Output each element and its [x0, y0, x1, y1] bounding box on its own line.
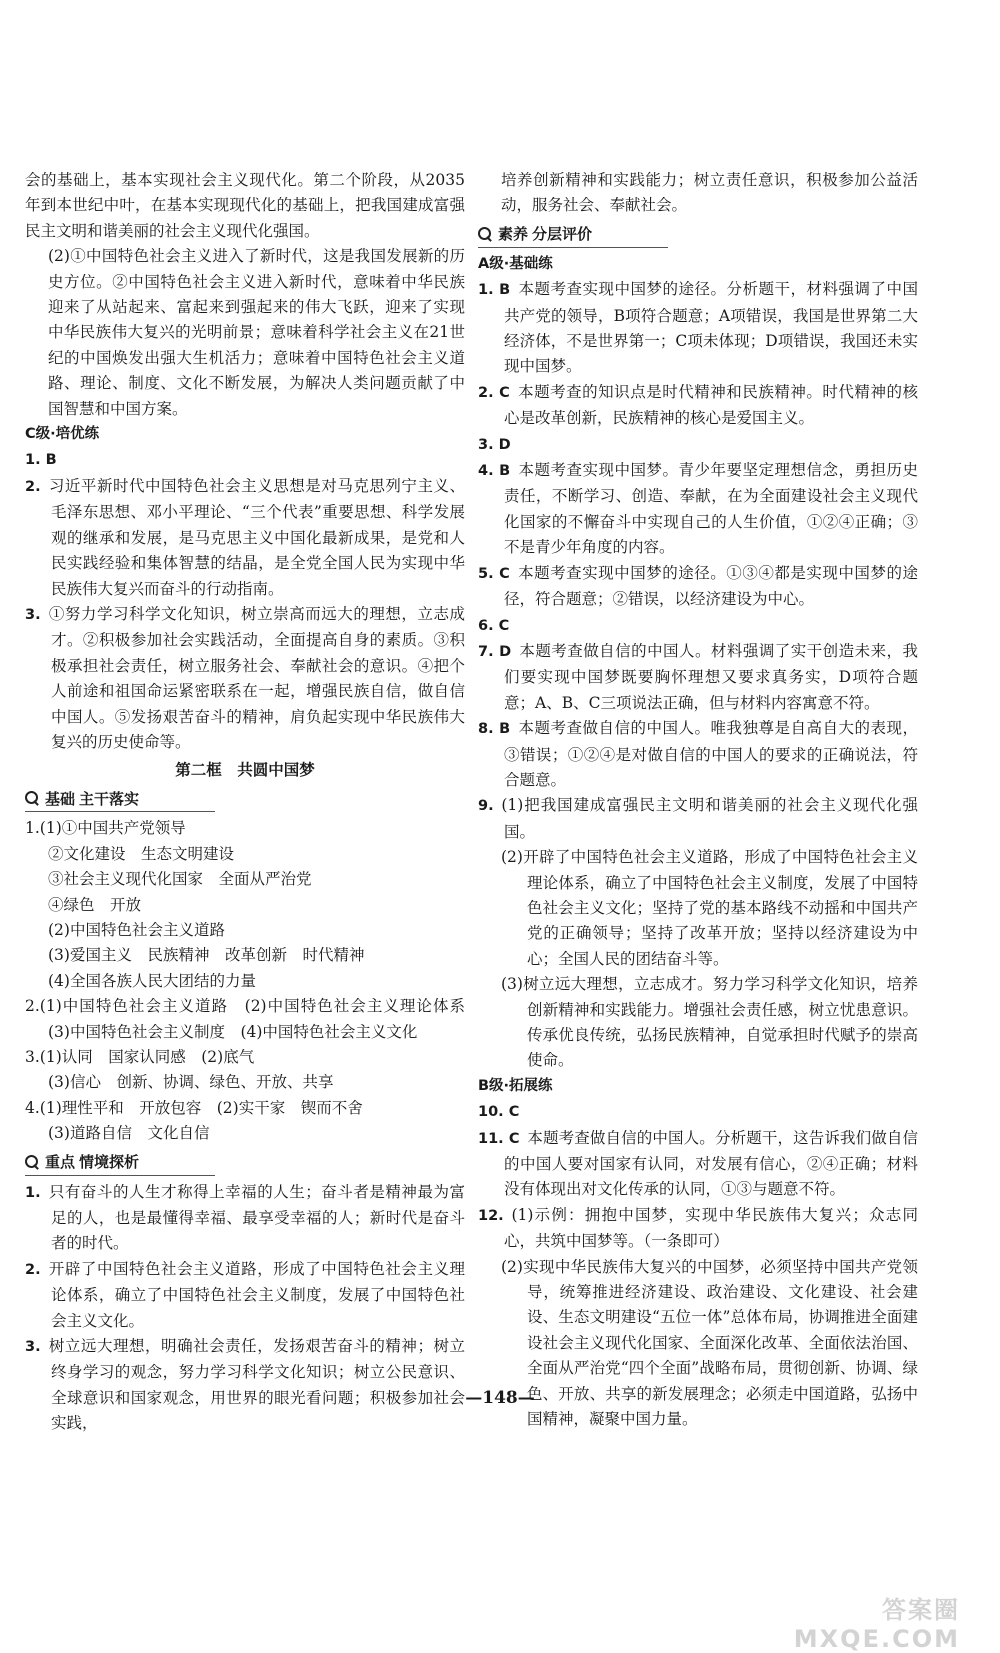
- basics-heading-a: 基础: [45, 789, 76, 808]
- answer-number: 3.: [25, 1339, 41, 1356]
- key-heading-b: 情境探析: [79, 1153, 140, 1172]
- eval-heading-a: 素养: [498, 225, 529, 244]
- basics-line: 4.(1)理性平和 开放包容 (2)实干家 锲而不舍: [25, 1098, 363, 1117]
- basics-line: 3.(1)认同 国家认同感 (2)底气: [25, 1048, 255, 1066]
- answer-text: ①努力学习科学文化知识，树立崇高而远大的理想，立志成才。②积极参加社会实践活动，全面提高自身的素质。③积极承担社会责任，树立服务社会、奉献社会的意识。④把个人前途和祖国命运紧密联系在一起，增强民族自信，做自信中国人。⑤发扬艰苦奋斗的精神，肩负起实现中华民族伟大复兴的历史使命等。: [48, 604, 465, 751]
- answer-text: 本题考查做自信的中国人。分析题干，这告诉我们做自信的中国人要对国家有认同，对发展有信心，②④正确；材料没有体现出对文化传承的认同，①③与题意不符。: [504, 1128, 918, 1199]
- answer-number: 4. B: [478, 463, 511, 480]
- key-heading: [25, 1149, 215, 1176]
- basics-line: (4)全国各族人民大团结的力量: [48, 971, 256, 990]
- level-a-answers: [478, 277, 918, 845]
- left-intro-1: 会的基础上，基本实现社会主义现代化。第二个阶段，从2035年到本世纪中叶，在基本实现现代化的基础上，把我国建成富强民主文明和谐美丽的社会主义现代化强国。: [25, 171, 465, 240]
- a-answer-item: [478, 716, 918, 793]
- page-number: —148—: [465, 1388, 535, 1408]
- level-c-heading: C级·培优练: [25, 426, 100, 443]
- answer-number: 10. C: [478, 1104, 520, 1121]
- answer-text: (1)把我国建成富强民主文明和谐美丽的社会主义现代化强国。: [501, 796, 918, 841]
- c-answer-item: [25, 447, 465, 473]
- c-answer-item: [25, 602, 465, 755]
- magnifier-icon: [25, 791, 39, 805]
- watermark-logo: 答案圈 MXQE.COM: [793, 1596, 960, 1653]
- basics-line: ③社会主义现代化国家 全面从严治党: [48, 870, 312, 889]
- answer-text: 本题考查做自信的中国人。唯我独尊是自高自大的表现，③错误；①②④是对做自信的中国人的要求的正确说法，符合题意。: [504, 719, 918, 789]
- basics-line: (3)道路自信 文化自信: [48, 1124, 210, 1143]
- a-answer-item: [478, 277, 918, 380]
- level-b-heading: B级·拓展练: [478, 1077, 553, 1094]
- answer-number: 12.: [478, 1207, 504, 1224]
- answer-text: 树立远大理想，明确社会责任，发扬艰苦奋斗的精神；树立终身学习的观念，努力学习科学文化知识；树立公民意识、全球意识和国家观念，用世界的眼光看问题；积极参加社会实践，: [48, 1337, 465, 1433]
- answer-number: 11. C: [478, 1130, 520, 1147]
- answer-number: 7. D: [478, 643, 512, 660]
- answer-text: 本题考查实现中国梦的途径。分析题干，材料强调了中国共产党的领导，B项符合题意；A项错误，我国是世界第二大经济体，不是世界第一；C项未体现；D项错误，我国还未实现中国梦。: [504, 280, 918, 376]
- key-answer-item: [25, 1334, 465, 1437]
- a-answer-item: [478, 432, 918, 458]
- key-answer-item: [25, 1180, 465, 1257]
- b-answer-item: [478, 1099, 918, 1125]
- left-intro-2: (2)①中国特色社会主义进入了新时代，这是我国发展新的历史方位。②中国特色社会主义进入新时代，意味着中华民族迎来了从站起来、富起来到强起来的伟大飞跃，迎来了实现中华民族伟大复兴的光明前景；意味着科学社会主义在21世纪的中国焕发出强大生机活力；意味着中国特色社会主义道路、理论、制度、文化不断发展，为解决人类问题贡献了中国智慧和中国方案。: [48, 247, 465, 418]
- answer-number: 8. B: [478, 721, 511, 738]
- level-a-heading: A级·基础练: [478, 255, 553, 272]
- magnifier-icon: [25, 1155, 39, 1169]
- level-b-answers: [478, 1099, 918, 1254]
- answer-text: 开辟了中国特色社会主义道路，形成了中国特色社会主义理论体系，确立了中国特色社会主义制度，发展了中国特色社会主义文化。: [48, 1259, 465, 1330]
- a-answer-item: [478, 793, 918, 845]
- a-answer-item: [478, 613, 918, 639]
- answer-number: 3. D: [478, 436, 511, 453]
- answer-text: 只有奋斗的人生才称得上幸福的人生；奋斗者是精神最为富足的人，也是最懂得幸福、最享受幸福的人；新时代是奋斗者的时代。: [48, 1182, 465, 1253]
- section-title: 第二框 共圆中国梦: [175, 761, 315, 780]
- basics-line: (3)信心 创新、协调、绿色、开放、共享: [48, 1073, 334, 1092]
- basics-line: ②文化建设 生态文明建设: [48, 844, 235, 863]
- b-answer-item: [478, 1126, 918, 1203]
- answer-number: 9.: [478, 798, 494, 815]
- basics-line: (2)中国特色社会主义道路: [48, 920, 225, 939]
- key-heading-a: 重点: [45, 1153, 76, 1172]
- a-answer-item: [478, 380, 918, 432]
- eval-heading-b: 分层评价: [532, 225, 593, 244]
- b-answer-item: [478, 1203, 918, 1255]
- answer-text: 本题考查的知识点是时代精神和民族精神。时代精神的核心是改革创新，民族精神的核心是爱国主义。: [504, 382, 918, 428]
- answer-number: 2.: [25, 478, 41, 495]
- answer-number: 1. B: [478, 282, 511, 299]
- answer-text: 习近平新时代中国特色社会主义思想是对马克思列宁主义、毛泽东思想、邓小平理论、“三个代表”重要思想、科学发展观的继承和发展，是马克思主义中国化最新成果，是党和人民实践经验和集体智慧的结晶，是全党全国人民为实现中华民族伟大复兴而奋斗的行动指南。: [48, 476, 465, 598]
- q9-part-3: (3)树立远大理想，立志成才。努力学习科学文化知识，培养创新精神和实践能力。增强社会责任感，树立忧患意识。传承优良传统，弘扬民族精神，自觉承担时代赋予的崇高使命。: [501, 975, 918, 1070]
- a-answer-item: [478, 639, 918, 716]
- a-answer-item: [478, 458, 918, 561]
- a-answer-item: [478, 561, 918, 613]
- answer-number: 2. C: [478, 384, 510, 401]
- basics-line: ④绿色 开放: [48, 895, 142, 914]
- answer-number: 1.: [25, 1184, 41, 1201]
- q9-part-2: (2)开辟了中国特色社会主义道路，形成了中国特色社会主义理论体系，确立了中国特色社会主义制度，发展了中国特色社会主义文化；坚持了党的基本路线不动摇和中国共产党的正确领导；坚持了改革开放；坚持以经济建设为中心；全国人民的团结奋斗等。: [501, 848, 918, 968]
- q12-part-2: (2)实现中华民族伟大复兴的中国梦，必须坚持中国共产党领导，统筹推进经济建设、政治建设、文化建设、社会建设、生态文明建设“五位一体”总体布局，协调推进全面建设社会主义现代化国家、全面深化改革、全面依法治国、全面从严治党“四个全面”战略布局，贯彻创新、协调、绿色、开放、共享的新发展理念；必须走中国道路，弘扬中国精神，凝聚中国力量。: [501, 1257, 918, 1429]
- left-column: [25, 168, 481, 1437]
- basics-answers: [25, 816, 481, 1146]
- key-answer-item: [25, 1257, 465, 1334]
- right-intro: 培养创新精神和实践能力；树立责任意识，积极参加公益活动，服务社会、奉献社会。: [501, 171, 918, 215]
- basics-heading-b: 主干落实: [79, 789, 140, 808]
- evaluation-heading: [478, 221, 668, 248]
- answer-number: 3.: [25, 606, 41, 623]
- answer-number: 2.: [25, 1261, 41, 1278]
- answer-text: 本题考查做自信的中国人。材料强调了实干创造未来，我们要实现中国梦既要胸怀理想又要求真务实，D项符合题意；A、B、C三项说法正确，但与材料内容寓意不符。: [504, 641, 918, 712]
- basics-line: (3)爱国主义 民族精神 改革创新 时代精神: [48, 946, 365, 965]
- answer-number: 6. C: [478, 617, 510, 634]
- basics-heading: [25, 785, 215, 812]
- level-c-answers: [25, 447, 465, 755]
- answer-text: 本题考查实现中国梦。青少年要坚定理想信念，勇担历史责任，不断学习、创造、奉献，在为全面建设社会主义现代化国家的不懈奋斗中实现自己的人生价值，①②④正确；③不是青少年角度的内容。: [504, 461, 918, 557]
- basics-line: 1.(1)①中国共产党领导: [25, 819, 186, 838]
- magnifier-icon: [478, 227, 492, 241]
- answer-number: 1. B: [25, 452, 57, 469]
- right-column: [478, 168, 918, 1433]
- c-answer-item: [25, 474, 465, 602]
- basics-line: 2.(1)中国特色社会主义道路 (2)中国特色社会主义理论体系 (3)中国特色社会主义制度 (4)中国特色社会主义文化: [25, 997, 481, 1041]
- answer-number: 5. C: [478, 565, 510, 582]
- answer-text: 本题考查实现中国梦的途径。①③④都是实现中国梦的途径，符合题意；②错误，以经济建设为中心。: [504, 563, 918, 609]
- answer-text: (1)示例：拥抱中国梦，实现中华民族伟大复兴；众志同心，共筑中国梦等。（一条即可）: [504, 1205, 918, 1251]
